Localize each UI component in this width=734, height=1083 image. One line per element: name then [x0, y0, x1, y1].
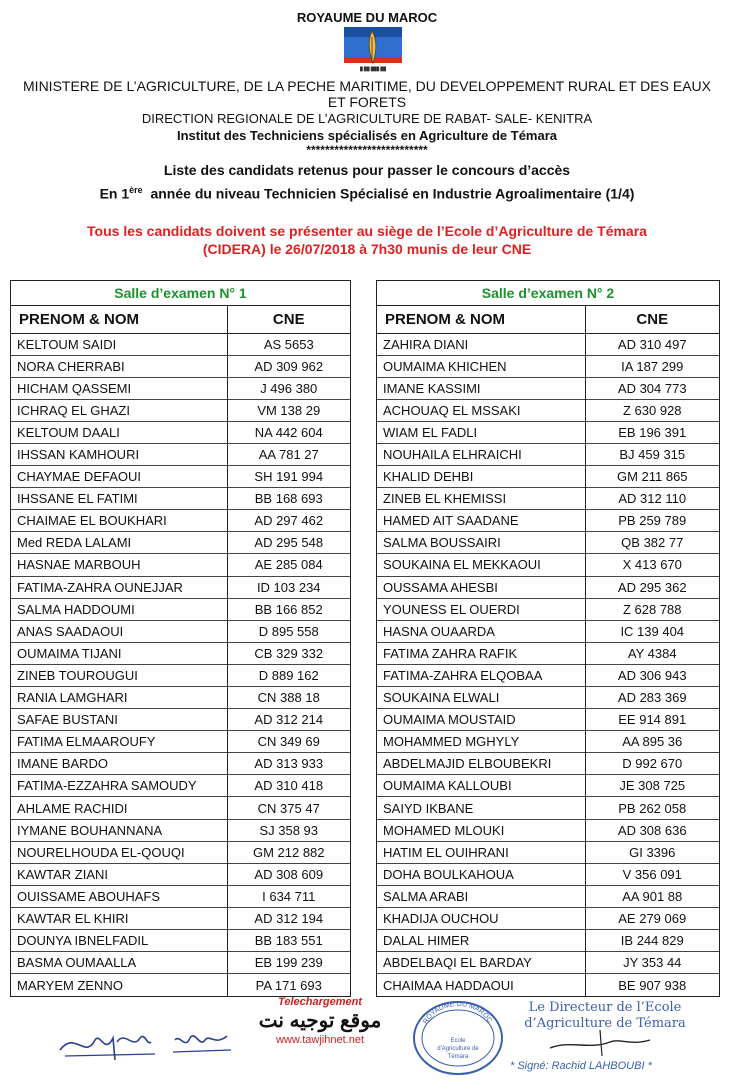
candidate-cne: CN 349 69 [227, 731, 350, 753]
handwritten-signatures [55, 1020, 235, 1070]
candidate-name: OUSSAMA AHESBI [377, 576, 585, 598]
exam-room-1 [10, 280, 351, 997]
svg-text:ROYAUME DU MAROC [422, 1001, 493, 1025]
stamp-text: ROYAUME DU MAROC [422, 1000, 494, 1026]
candidate-name: IHSSANE EL FATIMI [11, 488, 227, 510]
candidate-name: HASNAE MARBOUH [11, 554, 227, 576]
candidate-cne: D 895 558 [227, 620, 350, 642]
svg-text:█ ██ ███ ██: █ ██ ███ ██ [359, 66, 387, 71]
candidate-name: FATIMA ZAHRA RAFIK [377, 642, 585, 664]
table-row [11, 421, 350, 443]
candidate-name: MOHAMMED MGHYLY [377, 731, 585, 753]
table-row [11, 510, 350, 532]
candidate-name: IMANE KASSIMI [377, 377, 585, 399]
column-header-cne: CNE [585, 306, 719, 333]
candidate-name: ZAHIRA DIANI [377, 333, 585, 355]
candidate-cne: SH 191 994 [227, 466, 350, 488]
candidate-cne: JY 353 44 [585, 952, 719, 974]
table-row [11, 620, 350, 642]
candidate-cne: D 992 670 [585, 753, 719, 775]
table-row [377, 399, 719, 421]
candidate-cne: GM 211 865 [585, 466, 719, 488]
table-row [377, 355, 719, 377]
column-header-name: PRENOM & NOM [377, 306, 585, 333]
candidate-name: ZINEB EL KHEMISSI [377, 488, 585, 510]
table-row [11, 841, 350, 863]
candidate-cne: AD 309 962 [227, 355, 350, 377]
candidate-name: SALMA HADDOUMI [11, 598, 227, 620]
candidate-name: SOUKAINA ELWALI [377, 687, 585, 709]
candidate-name: KHADIJA OUCHOU [377, 907, 585, 929]
candidate-name: MOHAMED MLOUKI [377, 819, 585, 841]
candidate-cne: AS 5653 [227, 333, 350, 355]
list-subtitle-sup: ère [129, 185, 143, 195]
candidate-cne: PB 259 789 [585, 510, 719, 532]
candidate-name: ABDELMAJID ELBOUBEKRI [377, 753, 585, 775]
candidate-cne: D 889 162 [227, 664, 350, 686]
candidate-cne: AA 781 27 [227, 443, 350, 465]
table-row [377, 554, 719, 576]
separator-stars: ************************** [306, 143, 428, 157]
candidate-name: ANAS SAADAOUI [11, 620, 227, 642]
candidate-cne: V 356 091 [585, 863, 719, 885]
room-title: Salle d’examen N° 2 [377, 281, 719, 306]
site-watermark [250, 996, 390, 1046]
candidate-name: NOURELHOUDA EL-QOUQI [11, 841, 227, 863]
table-row [11, 709, 350, 731]
candidate-name: KHALID DEHBI [377, 466, 585, 488]
candidate-cne: EE 914 891 [585, 709, 719, 731]
candidate-name: Med REDA LALAMI [11, 532, 227, 554]
candidate-name: SALMA ARABI [377, 885, 585, 907]
candidate-cne: AY 4384 [585, 642, 719, 664]
institute-name: Institut des Techniciens spécialisés en Agriculture de Témara [176, 128, 557, 143]
candidate-cne: PB 262 058 [585, 797, 719, 819]
candidate-name: NORA CHERRABI [11, 355, 227, 377]
table-row [11, 333, 350, 355]
candidate-cne: AD 306 943 [585, 664, 719, 686]
candidate-cne: AD 295 362 [585, 576, 719, 598]
notice-line-2: (CIDERA) le 26/07/2018 à 7h30 munis de leur CNE [202, 241, 532, 257]
candidate-name: ABDELBAQI EL BARDAY [377, 952, 585, 974]
candidate-name: OUMAIMA MOUSTAID [377, 709, 585, 731]
candidate-cne: CN 388 18 [227, 687, 350, 709]
table-row [377, 488, 719, 510]
table-row [11, 863, 350, 885]
table-row [11, 819, 350, 841]
candidate-cne: AD 295 548 [227, 532, 350, 554]
candidate-name: AHLAME RACHIDI [11, 797, 227, 819]
table-row [377, 841, 719, 863]
candidate-name: HASNA OUAARDA [377, 620, 585, 642]
candidate-name: HATIM EL OUIHRANI [377, 841, 585, 863]
table-row [377, 709, 719, 731]
candidate-cne: AD 312 194 [227, 907, 350, 929]
candidate-name: ZINEB TOUROUGUI [11, 664, 227, 686]
table-row [377, 819, 719, 841]
candidate-cne: AD 313 933 [227, 753, 350, 775]
candidate-cne: EB 199 239 [227, 952, 350, 974]
table-row [11, 687, 350, 709]
table-row [377, 510, 719, 532]
director-school: d’Agriculture de Témara [524, 1016, 686, 1031]
candidate-cne: BJ 459 315 [585, 443, 719, 465]
table-row [377, 753, 719, 775]
notice-line-1: Tous les candidats doivent se présenter au siège de l’Ecole d’Agriculture de Témara [87, 223, 647, 239]
table-row [377, 930, 719, 952]
candidate-name: FATIMA-ZAHRA ELQOBAA [377, 664, 585, 686]
table-row [11, 355, 350, 377]
candidate-name: CHAIMAE EL BOUKHARI [11, 510, 227, 532]
candidate-cne: GM 212 882 [227, 841, 350, 863]
table-body [377, 333, 719, 996]
candidate-cne: AD 312 214 [227, 709, 350, 731]
table-row [377, 974, 719, 996]
candidate-name: IHSSAN KAMHOURI [11, 443, 227, 465]
candidate-name: SOUKAINA EL MEKKAOUI [377, 554, 585, 576]
candidate-cne: SJ 358 93 [227, 819, 350, 841]
table-row [11, 443, 350, 465]
candidate-cne: AA 901 88 [585, 885, 719, 907]
table-row [377, 333, 719, 355]
candidate-name: FATIMA ELMAAROUFY [11, 731, 227, 753]
watermark-title: موقع توجيه نت [258, 1010, 382, 1032]
candidate-cne: AE 285 084 [227, 554, 350, 576]
candidate-name: FATIMA-EZZAHRA SAMOUDY [11, 775, 227, 797]
table-row [11, 974, 350, 996]
svg-text:d'Agriculture de: d'Agriculture de [437, 1046, 479, 1052]
candidate-cne: ID 103 234 [227, 576, 350, 598]
candidate-cne: AD 310 497 [585, 333, 719, 355]
ministry-logo [344, 27, 402, 73]
candidate-name: YOUNESS EL OUERDI [377, 598, 585, 620]
watermark-url: www.tawjihnet.net [275, 1034, 365, 1046]
candidate-name: KAWTAR EL KHIRI [11, 907, 227, 929]
table-row [377, 797, 719, 819]
table-body [11, 333, 350, 996]
candidate-cne: IB 244 829 [585, 930, 719, 952]
candidate-cne: Z 628 788 [585, 598, 719, 620]
table-row [377, 421, 719, 443]
candidate-cne: I 634 711 [227, 885, 350, 907]
candidate-cne: AA 895 36 [585, 731, 719, 753]
candidate-name: DALAL HIMER [377, 930, 585, 952]
kingdom-title: ROYAUME DU MAROC [296, 10, 438, 25]
table-row [377, 377, 719, 399]
table-row [11, 642, 350, 664]
candidate-name: SAFAE BUSTANI [11, 709, 227, 731]
exam-room-2 [376, 280, 720, 997]
candidate-cne: AD 304 773 [585, 377, 719, 399]
svg-text:Témara: Témara [447, 1054, 469, 1060]
list-subtitle [0, 185, 734, 202]
table-row [377, 532, 719, 554]
candidate-name: NOUHAILA ELHRAICHI [377, 443, 585, 465]
signed-by: * Signé: Rachid LAHBOUBI * [510, 1060, 652, 1072]
candidate-cne: IC 139 404 [585, 620, 719, 642]
candidate-cne: X 413 670 [585, 554, 719, 576]
table-row [377, 466, 719, 488]
candidate-name: KAWTAR ZIANI [11, 863, 227, 885]
candidate-name: DOHA BOULKAHOUA [377, 863, 585, 885]
candidate-name: KELTOUM DAALI [11, 421, 227, 443]
candidate-name: KELTOUM SAIDI [11, 333, 227, 355]
candidate-name: IYMANE BOUHANNANA [11, 819, 227, 841]
table-row [377, 731, 719, 753]
candidate-cne: GI 3396 [585, 841, 719, 863]
candidate-cne: QB 382 77 [585, 532, 719, 554]
list-subtitle-rest: année du niveau Technicien Spécialisé en Industrie Agroalimentaire (1/4) [142, 185, 635, 202]
candidate-cne: AD 297 462 [227, 510, 350, 532]
column-header-name: PRENOM & NOM [11, 306, 227, 333]
table-row [11, 554, 350, 576]
director-signature [540, 1020, 660, 1060]
candidate-name: WIAM EL FADLI [377, 421, 585, 443]
watermark-download: Telechargement [278, 996, 362, 1008]
candidate-cne: JE 308 725 [585, 775, 719, 797]
candidate-name: FATIMA-ZAHRA OUNEJJAR [11, 576, 227, 598]
column-header-cne: CNE [227, 306, 350, 333]
table-row [11, 885, 350, 907]
candidate-cne: EB 196 391 [585, 421, 719, 443]
table-row [11, 576, 350, 598]
candidate-name: SALMA BOUSSAIRI [377, 532, 585, 554]
candidate-cne: AD 310 418 [227, 775, 350, 797]
candidate-name: ACHOUAQ EL MSSAKI [377, 399, 585, 421]
svg-text:Ecole: Ecole [450, 1038, 466, 1044]
table-row [377, 598, 719, 620]
candidate-name: OUMAIMA KHICHEN [377, 355, 585, 377]
table-row [11, 466, 350, 488]
table-row [11, 377, 350, 399]
table-row [11, 731, 350, 753]
table-row [11, 797, 350, 819]
regional-direction: DIRECTION REGIONALE DE L’AGRICULTURE DE RABAT- SALE- KENITRA [141, 111, 593, 126]
candidate-cne: AD 308 636 [585, 819, 719, 841]
table-row [377, 664, 719, 686]
candidate-name: OUISSAME ABOUHAFS [11, 885, 227, 907]
table-row [11, 907, 350, 929]
candidate-cne: AD 283 369 [585, 687, 719, 709]
candidate-name: HAMED AIT SAADANE [377, 510, 585, 532]
table-header-row [11, 306, 350, 333]
candidate-name: OUMAIMA TIJANI [11, 642, 227, 664]
candidate-name: CHAYMAE DEFAOUI [11, 466, 227, 488]
table-row [11, 753, 350, 775]
table-row [377, 775, 719, 797]
candidate-cne: IA 187 299 [585, 355, 719, 377]
candidate-name: DOUNYA IBNELFADIL [11, 930, 227, 952]
table-row [377, 885, 719, 907]
list-subtitle-prefix: En 1 [99, 185, 130, 202]
candidate-name: RANIA LAMGHARI [11, 687, 227, 709]
table-row [377, 620, 719, 642]
candidate-cne: Z 630 928 [585, 399, 719, 421]
candidate-cne: BB 166 852 [227, 598, 350, 620]
table-row [11, 399, 350, 421]
table-row [377, 642, 719, 664]
candidate-cne: VM 138 29 [227, 399, 350, 421]
candidate-name: ICHRAQ EL GHAZI [11, 399, 227, 421]
room-title: Salle d’examen N° 1 [11, 281, 350, 306]
table-row [11, 664, 350, 686]
candidate-cne: PA 171 693 [227, 974, 350, 996]
director-title: Le Directeur de l’Ecole [528, 1000, 682, 1015]
candidate-name: MARYEM ZENNO [11, 974, 227, 996]
candidate-cne: CN 375 47 [227, 797, 350, 819]
candidate-name: OUMAIMA KALLOUBI [377, 775, 585, 797]
candidate-cne: BB 168 693 [227, 488, 350, 510]
candidate-name: BASMA OUMAALLA [11, 952, 227, 974]
candidate-cne: NA 442 604 [227, 421, 350, 443]
candidate-cne: BB 183 551 [227, 930, 350, 952]
candidate-cne: J 496 380 [227, 377, 350, 399]
list-title: Liste des candidats retenus pour passer le concours d’accès [163, 162, 571, 178]
table-row [11, 930, 350, 952]
candidate-cne: AD 308 609 [227, 863, 350, 885]
table-row [11, 598, 350, 620]
notice [0, 222, 734, 258]
candidate-cne: BE 907 938 [585, 974, 719, 996]
table-row [377, 952, 719, 974]
candidates-table [11, 306, 350, 996]
table-row [11, 532, 350, 554]
candidate-name: SAIYD IKBANE [377, 797, 585, 819]
table-row [11, 952, 350, 974]
candidate-name: HICHAM QASSEMI [11, 377, 227, 399]
candidate-name: IMANE BARDO [11, 753, 227, 775]
candidate-cne: CB 329 332 [227, 642, 350, 664]
table-row [377, 863, 719, 885]
table-row [377, 907, 719, 929]
candidate-cne: AE 279 069 [585, 907, 719, 929]
table-header-row [377, 306, 719, 333]
candidate-cne: AD 312 110 [585, 488, 719, 510]
official-stamp [410, 996, 506, 1076]
ministry-name: MINISTERE DE L’AGRICULTURE, DE LA PECHE MARITIME, DU DEVELOPPEMENT RURAL ET DES EAUX ET FORETS [23, 78, 711, 110]
candidates-table [377, 306, 719, 996]
table-row [11, 488, 350, 510]
table-row [11, 775, 350, 797]
table-row [377, 687, 719, 709]
candidate-name: CHAIMAA HADDAOUI [377, 974, 585, 996]
table-row [377, 443, 719, 465]
table-row [377, 576, 719, 598]
